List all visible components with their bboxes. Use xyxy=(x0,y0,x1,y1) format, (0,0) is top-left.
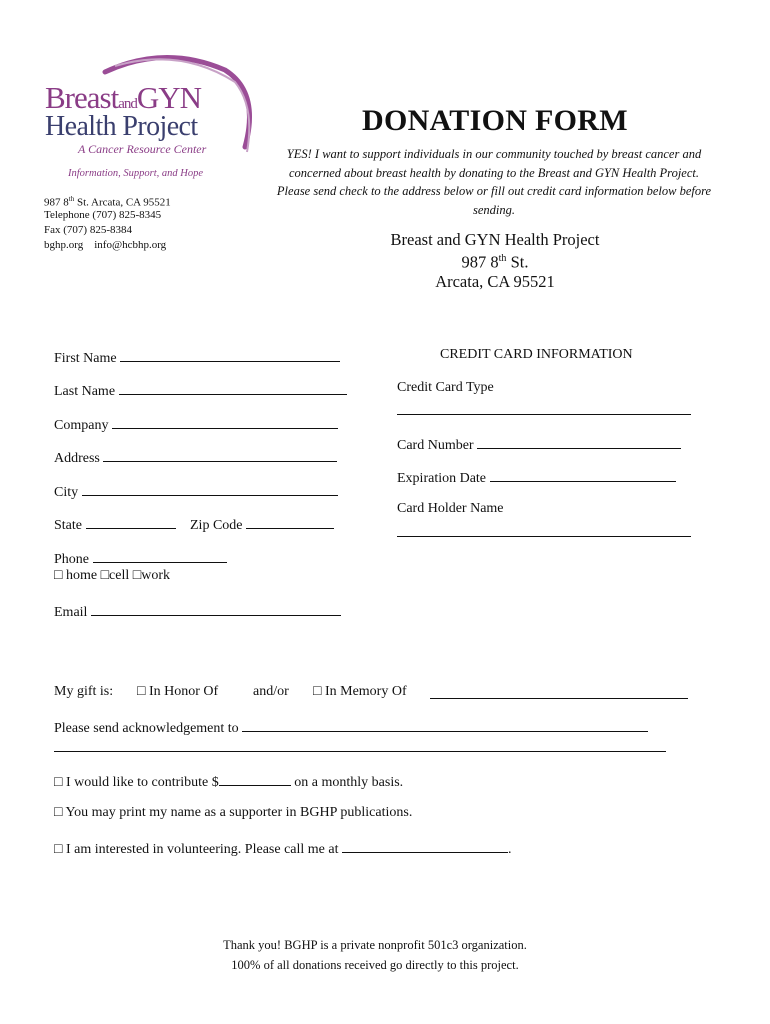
expiration-field[interactable] xyxy=(397,467,676,487)
first-name-line[interactable] xyxy=(120,347,340,362)
email-line[interactable] xyxy=(91,601,341,616)
card-holder-label: Card Holder Name xyxy=(397,501,504,516)
intro-text: YES! I want to support individuals in our community touched by breast cancer and concerned about breast health by donating to the Breast and GYN Health Project. Please send check to the address below or fill out credit card information below before sending. xyxy=(276,147,712,217)
state-field[interactable] xyxy=(54,514,176,534)
expiration-line[interactable] xyxy=(490,467,676,482)
contact-web xyxy=(44,238,166,253)
email-field[interactable] xyxy=(54,601,341,621)
last-name-label: Last Name xyxy=(54,384,116,399)
card-type-label: Credit Card Type xyxy=(397,380,494,395)
mailing-city: Arcata, CA 95521 xyxy=(435,271,555,291)
phone-label: Phone xyxy=(54,552,89,567)
card-number-line[interactable] xyxy=(477,434,681,449)
phone-field[interactable] xyxy=(54,548,227,568)
memory-checkbox[interactable]: □ xyxy=(313,684,322,699)
home-checkbox[interactable]: □ xyxy=(54,568,63,583)
monthly-checkbox[interactable]: □ xyxy=(54,775,63,790)
phone-line[interactable] xyxy=(93,548,227,563)
memory-option[interactable] xyxy=(313,684,407,700)
last-name-field[interactable] xyxy=(54,380,347,400)
email-link[interactable]: info@hcbhp.org xyxy=(94,239,167,251)
logo-subtitle: A Cancer Resource Center xyxy=(78,142,207,156)
footer xyxy=(150,935,600,975)
acknowledgement-label: Please send acknowledgement to xyxy=(54,721,239,736)
footer-line-2: 100% of all donations received go directly to this project. xyxy=(231,958,519,972)
contact-fax: Fax (707) 825-8384 xyxy=(44,224,132,236)
contact-telephone: Telephone (707) 825-8345 xyxy=(44,209,162,221)
first-name-field[interactable] xyxy=(54,347,340,367)
zip-label: Zip Code xyxy=(190,518,243,533)
logo-word-and: and xyxy=(118,96,137,112)
cell-label: cell xyxy=(109,568,130,583)
address-suffix: th xyxy=(68,195,75,203)
memory-label: In Memory Of xyxy=(324,684,407,699)
card-number-label: Card Number xyxy=(397,438,474,453)
mailing-address xyxy=(340,230,650,291)
card-holder-line[interactable] xyxy=(397,536,691,537)
phone-type-options xyxy=(54,568,170,584)
credit-card-heading: CREDIT CARD INFORMATION xyxy=(440,347,633,362)
andor-label: and/or xyxy=(253,684,289,699)
print-name-label: You may print my name as a supporter in BGHP publications. xyxy=(65,805,413,820)
email-label: Email xyxy=(54,605,88,620)
expiration-label: Expiration Date xyxy=(397,471,487,486)
monthly-label: I would like to contribute $ xyxy=(65,775,219,790)
address-field[interactable] xyxy=(54,447,337,467)
first-name-label: First Name xyxy=(54,351,117,366)
volunteer-label: I am interested in volunteering. Please call me at xyxy=(65,842,339,857)
logo-health-project: Health Project xyxy=(45,111,198,142)
address-line[interactable] xyxy=(103,447,337,462)
acknowledgement-field[interactable] xyxy=(54,717,648,737)
acknowledgement-line[interactable] xyxy=(242,717,648,732)
company-line[interactable] xyxy=(112,414,338,429)
print-name-checkbox[interactable]: □ xyxy=(54,805,63,820)
gift-label: My gift is: xyxy=(54,684,114,699)
city-field[interactable] xyxy=(54,481,338,501)
page-title: DONATION FORM xyxy=(362,104,628,137)
home-label: home xyxy=(65,568,98,583)
address-number: 987 8 xyxy=(44,196,69,209)
city-line[interactable] xyxy=(82,481,338,496)
card-type-line[interactable] xyxy=(397,414,691,415)
last-name-line[interactable] xyxy=(119,380,347,395)
card-number-field[interactable] xyxy=(397,434,681,454)
cell-checkbox[interactable]: □ xyxy=(100,568,110,583)
honor-option[interactable] xyxy=(137,684,218,700)
zip-line[interactable] xyxy=(246,514,334,529)
print-name-option[interactable] xyxy=(54,805,412,821)
monthly-label-post: on a monthly basis. xyxy=(294,775,404,790)
company-label: Company xyxy=(54,418,109,433)
honor-checkbox[interactable]: □ xyxy=(137,684,146,699)
volunteer-checkbox[interactable]: □ xyxy=(54,842,63,857)
volunteer-option[interactable]: □ I am interested in volunteering. Please call me at . xyxy=(54,838,511,858)
mailing-street: 987 8th St. xyxy=(461,252,529,272)
logo-tagline: Information, Support, and Hope xyxy=(68,168,204,179)
website-link[interactable]: bghp.org xyxy=(44,239,84,251)
footer-line-1: Thank you! BGHP is a private nonprofit 501c3 organization. xyxy=(223,938,527,952)
mailing-org: Breast and GYN Health Project xyxy=(390,230,600,249)
volunteer-phone-line[interactable] xyxy=(342,838,508,853)
state-label: State xyxy=(54,518,82,533)
work-label: work xyxy=(141,568,171,583)
state-line[interactable] xyxy=(86,514,176,529)
address-rest: St. Arcata, CA 95521 xyxy=(74,196,171,209)
zip-field[interactable] xyxy=(190,514,334,534)
city-label: City xyxy=(54,485,79,500)
honoree-line[interactable] xyxy=(430,698,688,699)
monthly-amount-line[interactable] xyxy=(219,771,291,786)
honor-label: In Honor Of xyxy=(148,684,219,699)
acknowledgement-line-2[interactable] xyxy=(54,751,666,752)
logo xyxy=(40,50,230,185)
monthly-option[interactable] xyxy=(54,771,403,791)
work-checkbox[interactable]: □ xyxy=(132,568,142,583)
logo-word-breast: Breast xyxy=(45,80,119,115)
company-field[interactable] xyxy=(54,414,338,434)
address-label: Address xyxy=(54,451,100,466)
logo-word-gyn: GYN xyxy=(136,80,202,115)
